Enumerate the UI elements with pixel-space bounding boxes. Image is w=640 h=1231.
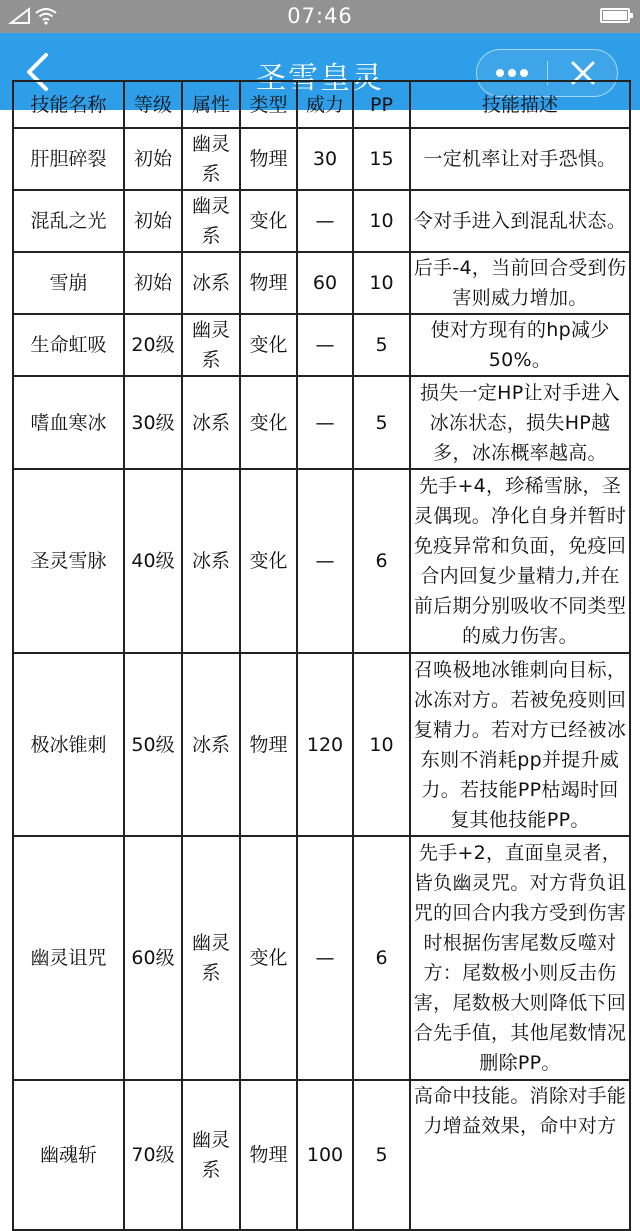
skill-type: 物理 [240, 1080, 297, 1230]
skill-attr: 冰系 [182, 252, 240, 314]
skill-attr: 幽灵系 [182, 836, 240, 1080]
table-header-row [13, 81, 630, 128]
table-row [13, 376, 630, 469]
page-title: 圣雪皇灵 [256, 61, 384, 96]
skill-power: — [297, 836, 353, 1080]
more-dots-icon [495, 68, 529, 78]
skill-type: 变化 [240, 836, 297, 1080]
skill-pp: 5 [353, 314, 410, 376]
header-cell-type: 类型 [240, 81, 297, 128]
skill-desc: 高命中技能。消除对手能力增益效果，命中对方 [410, 1080, 630, 1230]
skill-level: 20级 [124, 314, 182, 376]
skill-desc: 后手-4，当前回合受到伤害则威力增加。 [410, 252, 630, 314]
skill-power: — [297, 314, 353, 376]
skill-level: 初始 [124, 128, 182, 190]
header-cell-attr: 属性 [182, 81, 240, 128]
skill-desc: 一定机率让对手恐惧。 [410, 128, 630, 190]
skill-pp: 5 [353, 376, 410, 469]
skill-attr: 幽灵系 [182, 314, 240, 376]
skill-type: 物理 [240, 252, 297, 314]
skill-power: 30 [297, 128, 353, 190]
skill-attr: 冰系 [182, 653, 240, 836]
header-cell-level: 等级 [124, 81, 182, 128]
skill-pp: 5 [353, 1080, 410, 1230]
status-bar [0, 0, 640, 33]
skill-attr: 幽灵系 [182, 1080, 240, 1230]
skill-level: 60级 [124, 836, 182, 1080]
skill-power: 100 [297, 1080, 353, 1230]
skill-type: 变化 [240, 469, 297, 653]
skill-attr: 冰系 [182, 376, 240, 469]
skill-desc: 令对手进入到混乱状态。 [410, 190, 630, 252]
skill-type: 物理 [240, 653, 297, 836]
skill-name: 幽灵诅咒 [13, 836, 124, 1080]
skill-name: 肝胆碎裂 [13, 128, 124, 190]
skill-name: 混乱之光 [13, 190, 124, 252]
skill-pp: 10 [353, 190, 410, 252]
skill-power: 120 [297, 653, 353, 836]
table-row [13, 128, 630, 190]
skill-desc: 先手+2，直面皇灵者，皆负幽灵咒。对方背负诅咒的回合内我方受到伤害时根据伤害尾数反噬对方：尾数极小则反击伤害，尾数极大则降低下回合先手值，其他尾数情况删除PP。 [410, 836, 630, 1080]
skill-pp: 10 [353, 252, 410, 314]
skill-desc: 召唤极地冰锥刺向目标，冰冻对方。若被免疫则回复精力。若对方已经被冰东则不消耗pp并提升威力。若技能PP枯竭时回复其他技能PP。 [410, 653, 630, 836]
skill-attr: 幽灵系 [182, 128, 240, 190]
skill-pp: 15 [353, 128, 410, 190]
skill-type: 变化 [240, 314, 297, 376]
skill-power: 60 [297, 252, 353, 314]
table-row [13, 190, 630, 252]
skill-name: 生命虹吸 [13, 314, 124, 376]
skill-power: — [297, 376, 353, 469]
skill-type: 变化 [240, 190, 297, 252]
skill-name: 雪崩 [13, 252, 124, 314]
skill-type: 变化 [240, 376, 297, 469]
table-row [13, 653, 630, 836]
skill-type: 物理 [240, 128, 297, 190]
skill-pp: 6 [353, 469, 410, 653]
header-cell-power: 威力 [297, 81, 353, 128]
skill-table [12, 80, 631, 1231]
skill-level: 70级 [124, 1080, 182, 1230]
skill-table-viewport[interactable] [0, 93, 640, 1181]
header-cell-pp: PP [353, 81, 410, 128]
skill-attr: 冰系 [182, 469, 240, 653]
skill-level: 初始 [124, 252, 182, 314]
skill-level: 50级 [124, 653, 182, 836]
skill-power: — [297, 190, 353, 252]
skill-name: 极冰锥刺 [13, 653, 124, 836]
skill-desc: 损失一定HP让对手进入冰冻状态，损失HP越多，冰冻概率越高。 [410, 376, 630, 469]
skill-desc: 使对方现有的hp减少50%。 [410, 314, 630, 376]
table-row [13, 314, 630, 376]
table-row [13, 469, 630, 653]
table-row [13, 252, 630, 314]
skill-level: 30级 [124, 376, 182, 469]
status-time: 07:46 [287, 4, 353, 28]
skill-level: 初始 [124, 190, 182, 252]
header-cell-name: 技能名称 [13, 81, 124, 128]
skill-attr: 幽灵系 [182, 190, 240, 252]
skill-name: 嗜血寒冰 [13, 376, 124, 469]
skill-power: — [297, 469, 353, 653]
table-row [13, 1080, 630, 1230]
header-cell-desc: 技能描述 [410, 81, 630, 128]
skill-name: 圣灵雪脉 [13, 469, 124, 653]
skill-level: 40级 [124, 469, 182, 653]
battery-icon [600, 8, 630, 23]
skill-name: 幽魂斩 [13, 1080, 124, 1230]
skill-desc: 先手+4，珍稀雪脉，圣灵偶现。净化自身并暂时免疫异常和负面，免疫回合内回复少量精力,并在前后期分别吸收不同类型的威力伤害。 [410, 469, 630, 653]
skill-pp: 6 [353, 836, 410, 1080]
table-row [13, 836, 630, 1080]
skill-pp: 10 [353, 653, 410, 836]
